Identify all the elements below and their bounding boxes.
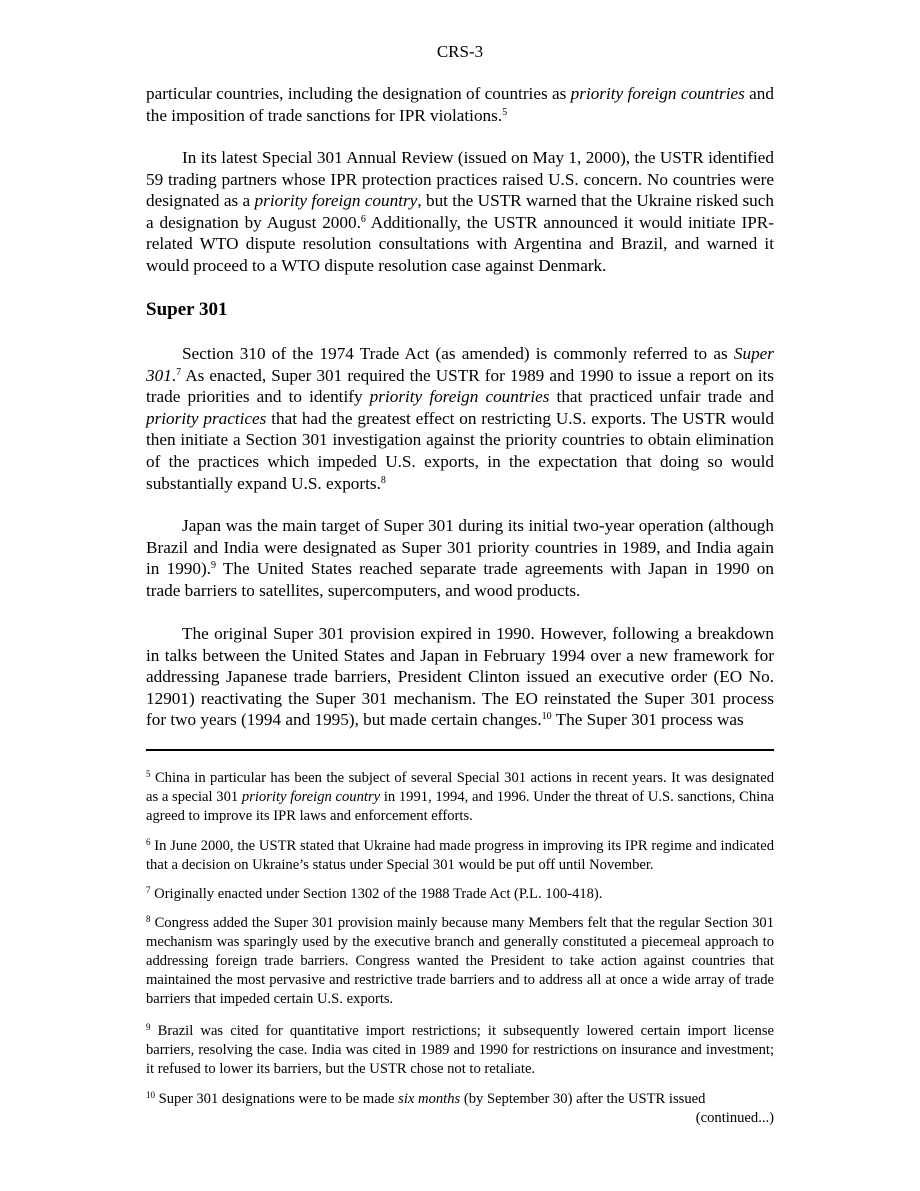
paragraph-4: Japan was the main target of Super 301 during its initial two-year operation (although Brazil and India were designated as Super 301 priority countries in 1989, and India again in 1990).$^9$ The United States reached separate trade agreements with Japan in 1990 on trade barriers to satellites, supercomputers, and wood products. — [146, 516, 774, 600]
footnote-9: $^9$ Brazil was cited for quantitative import restrictions; it subsequently lowered certain import license barriers, resolving the case. India was cited in 1989 and 1990 for restrictions on insurance and investment; it refused to lower its barriers, but the USTR chose not to retaliate. — [146, 1022, 774, 1077]
paragraph-3: Section 310 of the 1974 Trade Act (as amended) is commonly referred to as Super 301.$^7$ As enacted, Super 301 required the USTR for 1989 and 1990 to issue a report on its trade priorities and to identify priority foreign countries that practiced unfair trade and priority practices that had the greatest effect on restricting U.S. exports. The USTR would then initiate a Section 301 investigation against the priority countries to obtain elimination of the practices which impeded U.S. exports, in the expectation that doing so would substantially expand U.S. exports.$^8$ — [146, 344, 774, 493]
footnote-ref-10[interactable]: 10 — [541, 711, 552, 723]
footnote-6: $^6$ In June 2000, the USTR stated that Ukraine had made progress in improving its IPR regime and indicated that a decision on Ukraine’s status under Special 301 would be put off until November. — [146, 837, 774, 873]
paragraph-2: In its latest Special 301 Annual Review (issued on May 1, 2000), the USTR identified 59 trading partners whose IPR protection practices raised U.S. concern. No countries were designated as a priority foreign country, but the USTR warned that the Ukraine risked such a designation by August 2000.$^6$ Additionally, the USTR announced it would initiate IPR-related WTO dispute resolution consultations with Argentina and Brazil, and warned it would proceed to a WTO dispute resolution case against Denmark. — [146, 148, 774, 275]
footnote-divider — [146, 749, 774, 751]
paragraph-5: The original Super 301 provision expired in 1990. However, following a breakdown in talks between the United States and Japan in February 1994 over a new framework for addressing Japanese trade barriers, President Clinton issued an executive order (EO No. 12901) reactivating the Super 301 mechanism. The EO reinstated the Super 301 process for two years (1994 and 1995), but made certain changes.$^{10}$ The Super 301 process was — [146, 624, 774, 730]
footnote-ref-9[interactable]: 9 — [211, 560, 216, 572]
footnote-7: $^7$ Originally enacted under Section 1302 of the 1988 Trade Act (P.L. 100-418). — [146, 885, 603, 902]
page-header: CRS-3 — [436, 42, 484, 61]
continued-note: (continued...) — [695, 1110, 774, 1126]
footnote-ref-8[interactable]: 8 — [380, 474, 386, 486]
paragraph-1: particular countries, including the designation of countries as priority foreign countries and the imposition of trade sanctions for IPR violations.$^5$ — [146, 84, 774, 125]
footnote-ref-6[interactable]: 6 — [360, 213, 366, 225]
footnote-ref-5[interactable]: 5 — [502, 106, 508, 118]
footnote-ref-7[interactable]: 7 — [176, 366, 182, 378]
footnote-10: $^{10}$ Super 301 designations were to be made six months (by September 30) after the USTR issued (continued...) — [146, 1090, 774, 1126]
section-heading: Super 301 — [146, 299, 228, 320]
footnote-8: $^8$ Congress added the Super 301 provision mainly because many Members felt that the regular Section 301 mechanism was sparingly used by the executive branch and generally constituted a piecemeal approach to addressing foreign trade barriers. Congress wanted the President to take action against countries that maintained the most pervasive and restrictive trade barriers and to address all at once a wide array of trade barriers that impeded certain U.S. exports. — [146, 914, 774, 1007]
footnote-5: $^5$ China in particular has been the subject of several Special 301 actions in recent years. It was designated as a special 301 priority foreign country in 1991, 1994, and 1996. Under the threat of U.S. sanctions, China agreed to improve its IPR laws and enforcement efforts. — [146, 769, 775, 824]
